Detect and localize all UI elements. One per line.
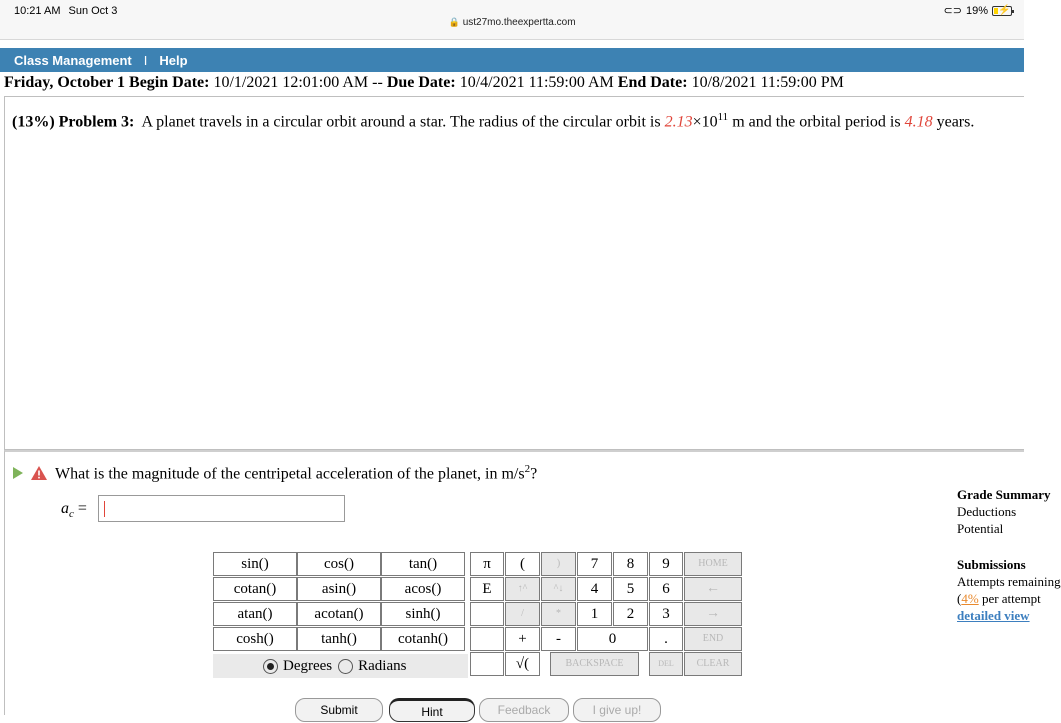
problem-header: (13%) Problem 3: (12, 113, 135, 131)
end-value: 10/8/2021 11:59:00 PM (691, 74, 844, 91)
battery-percent: 19% (965, 4, 988, 17)
per-attempt-text: per attempt (981, 591, 1041, 606)
tan-button[interactable]: tan() (381, 552, 465, 576)
caret-down-button[interactable]: ^↓ (541, 577, 576, 601)
assignment-dates (4, 74, 844, 92)
grade-summary (957, 486, 1051, 537)
unit-exponent: 2 (524, 463, 531, 475)
menu-bar (0, 48, 1024, 72)
answer-subscript: c (69, 508, 74, 521)
digit-8-button[interactable]: 8 (613, 552, 648, 576)
url-text: ust27mo.theexpertta.com (462, 17, 576, 28)
decimal-button[interactable]: . (649, 627, 683, 651)
potential-label: Potential (957, 521, 1004, 536)
right-arrow-button[interactable]: → (684, 602, 742, 626)
link-icon: ⊂⊃ (943, 5, 962, 17)
problem-statement (12, 107, 1002, 132)
answer-input[interactable] (98, 495, 345, 522)
begin-value: 10/1/2021 12:01:00 AM (213, 74, 369, 91)
del-button[interactable]: DEL (649, 652, 683, 676)
sin-button[interactable]: sin() (213, 552, 297, 576)
text-cursor (104, 501, 105, 517)
acos-button[interactable]: acos() (381, 577, 465, 601)
minus-button[interactable]: - (541, 627, 576, 651)
due-value: 10/4/2021 11:59:00 AM (459, 74, 614, 91)
backspace-button[interactable]: BACKSPACE (550, 652, 639, 676)
question-text-main: What is the magnitude of the centripetal acceleration of the planet, in m/s (55, 465, 525, 483)
multiply-button[interactable]: * (541, 602, 576, 626)
blank-key (470, 602, 504, 626)
digit-0-button[interactable]: 0 (577, 627, 648, 651)
grade-summary-title: Grade Summary (957, 487, 1051, 502)
radians-radio[interactable] (338, 659, 353, 674)
blank-key (470, 652, 504, 676)
date: Sun Oct 3 (68, 5, 118, 17)
clear-button[interactable]: CLEAR (684, 652, 742, 676)
question-text (55, 463, 537, 483)
acotan-button[interactable]: acotan() (297, 602, 381, 626)
digit-5-button[interactable]: 5 (613, 577, 648, 601)
submit-button[interactable]: Submit (295, 698, 383, 722)
calculator-keypad (213, 552, 743, 678)
period-value: 4.18 (904, 113, 933, 131)
open-paren-button[interactable]: ( (505, 552, 540, 576)
plus-button[interactable]: + (505, 627, 540, 651)
cotanh-button[interactable]: cotanh() (381, 627, 465, 651)
end-button[interactable]: END (684, 627, 742, 651)
answer-variable: a (61, 500, 69, 517)
due-label: Due Date: (386, 74, 456, 91)
address-bar[interactable] (0, 17, 1024, 28)
tanh-button[interactable]: tanh() (297, 627, 381, 651)
e-button[interactable]: E (470, 577, 504, 601)
digit-3-button[interactable]: 3 (649, 602, 683, 626)
caret-up-button[interactable]: ↑^ (505, 577, 540, 601)
left-arrow-button[interactable]: ← (684, 577, 742, 601)
answer-equals: = (77, 500, 87, 517)
problem-panel (4, 96, 1024, 450)
problem-text-2: m and the orbital period is (732, 113, 901, 131)
problem-text-3: years. (936, 113, 975, 131)
status-time (14, 5, 117, 17)
begin-label: Begin Date: (129, 74, 210, 91)
blank-key (470, 627, 504, 651)
question-mark: ? (530, 465, 538, 483)
play-icon[interactable] (13, 467, 23, 479)
menu-help[interactable]: Help (159, 52, 188, 68)
digit-7-button[interactable]: 7 (577, 552, 612, 576)
menu-class-management[interactable]: Class Management (14, 52, 132, 68)
deductions-label: Deductions (957, 504, 1017, 519)
digit-2-button[interactable]: 2 (613, 602, 648, 626)
submissions-title: Submissions (957, 557, 1026, 572)
status-right (944, 4, 1012, 17)
detailed-view-link[interactable]: detailed view (957, 608, 1030, 623)
cotan-button[interactable]: cotan() (213, 577, 297, 601)
cosh-button[interactable]: cosh() (213, 627, 297, 651)
pi-button[interactable]: π (470, 552, 504, 576)
end-label: End Date: (617, 74, 688, 91)
clock: 10:21 AM (14, 5, 61, 17)
cos-button[interactable]: cos() (297, 552, 381, 576)
per-attempt-percent: 4% (961, 591, 979, 606)
attempts-label: Attempts remaining (957, 574, 1061, 589)
times-ten: ×10 (692, 113, 718, 131)
close-paren-button[interactable]: ) (541, 552, 576, 576)
feedback-button[interactable]: Feedback (479, 698, 569, 722)
digit-6-button[interactable]: 6 (649, 577, 683, 601)
lock-icon: 🔒 (448, 17, 460, 27)
radians-label: Radians (358, 657, 407, 674)
give-up-button[interactable]: I give up! (573, 698, 661, 722)
charging-icon: ⚡ (998, 4, 1011, 16)
question-line (13, 463, 537, 483)
assignment-day: Friday, October 1 (4, 74, 126, 91)
warning-icon (31, 466, 47, 480)
atan-button[interactable]: atan() (213, 602, 297, 626)
submissions-panel: Submissions Attempts remaining (4% per attempt detailed view (957, 557, 1061, 623)
radius-exponent: 11 (717, 111, 729, 123)
radius-value: 2.13 (664, 113, 693, 131)
digit-9-button[interactable]: 9 (649, 552, 683, 576)
digit-4-button[interactable]: 4 (577, 577, 612, 601)
degrees-radio[interactable] (263, 659, 278, 674)
answer-label (61, 500, 87, 520)
menu-separator: I (143, 52, 148, 68)
degrees-label: Degrees (283, 657, 333, 674)
hint-button[interactable]: Hint (389, 698, 475, 722)
angle-mode (213, 654, 468, 678)
home-button[interactable]: HOME (684, 552, 742, 576)
sinh-button[interactable]: sinh() (381, 602, 465, 626)
digit-1-button[interactable]: 1 (577, 602, 612, 626)
sqrt-button[interactable]: √( (505, 652, 540, 676)
status-bar (0, 0, 1024, 40)
problem-text-1: A planet travels in a circular orbit around a star. The radius of the circular orbit is (141, 113, 661, 131)
battery-icon (992, 6, 1012, 16)
dates-dash: -- (372, 74, 383, 91)
divide-button[interactable]: / (505, 602, 540, 626)
asin-button[interactable]: asin() (297, 577, 381, 601)
